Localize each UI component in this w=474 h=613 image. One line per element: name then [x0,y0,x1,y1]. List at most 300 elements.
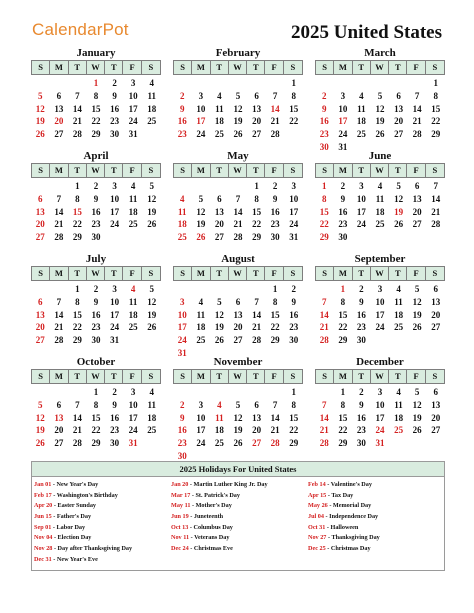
holiday-item: Jan 01 - New Year's Day [34,481,99,488]
day-cell: 28 [54,335,64,346]
weekday-header [315,60,445,75]
month-august [173,252,303,358]
month-february [173,46,303,148]
day-cell: 2 [112,387,117,397]
day-cell: 22 [431,116,441,127]
day-cell: 18 [375,206,385,217]
weekday-label: T [69,370,87,383]
day-cell: 29 [72,335,82,346]
day-cell: 31 [289,232,299,243]
holiday-date: Jan 01 [34,481,52,488]
weekday-header [173,163,303,178]
holiday-name: Halloween [330,523,359,531]
holiday-item: Apr 15 - Tax Day [308,491,354,499]
holiday-date: Jun 19 [171,513,189,521]
day-blank [50,386,69,399]
day-cell: 12 [214,309,224,320]
day-cell: 5 [38,399,43,410]
weekday-label: S [290,371,296,381]
day-cell: 12 [412,296,422,307]
day-cell: 10 [375,296,385,307]
day-cell: 28 [270,129,280,140]
day-cell: 27 [431,322,441,333]
weekday-label: M [334,370,352,383]
day-cell: 1 [291,78,296,88]
day-cell: 22 [72,219,82,230]
weekday-label: T [105,61,123,74]
day-grid [315,283,445,347]
day-cell: 16 [270,206,280,217]
day-cell: 2 [359,387,364,397]
holiday-item: Nov 04 - Election Day [34,534,92,542]
month-march [315,46,445,152]
day-cell: 20 [252,116,262,127]
day-cell: 20 [431,309,441,320]
day-cell: 31 [128,438,138,449]
day-cell: 23 [356,322,366,333]
day-cell: 17 [289,206,299,217]
weekday-label: S [432,371,438,381]
holiday-item: Nov 27 - Thanksgiving Day [308,534,380,542]
day-cell: 22 [91,425,101,436]
month-name: July [85,253,107,265]
day-cell: 15 [289,412,299,423]
weekday-label: S [316,61,334,74]
day-blank [210,283,229,296]
day-cell: 24 [196,129,206,140]
weekday-label: T [353,164,371,177]
day-cell: 10 [177,309,187,320]
weekday-label: T [211,61,229,74]
day-cell: 7 [235,193,241,204]
day-cell: 21 [319,425,329,436]
day-cell: 24 [110,322,120,333]
weekday-label: T [353,370,371,383]
month-name: April [83,150,109,162]
day-cell: 14 [319,412,329,423]
day-cell: 14 [54,206,64,217]
weekday-label: M [334,164,352,177]
day-cell: 1 [272,284,278,294]
day-cell: 6 [433,284,438,294]
day-cell: 8 [433,90,438,101]
weekday-header [173,60,303,75]
weekday-label: F [123,267,141,280]
holiday-item: Sep 01 - Labor Day [34,523,86,531]
day-cell: 16 [319,116,329,127]
weekday-label: T [211,267,229,280]
day-cell: 28 [233,232,243,243]
day-cell: 15 [91,412,101,423]
day-cell: 14 [54,309,64,320]
day-cell: 21 [72,116,82,127]
day-cell: 15 [252,206,262,217]
weekday-label: S [32,370,50,383]
weekday-header [315,266,445,281]
day-blank [266,386,285,399]
day-cell: 18 [128,309,138,320]
weekday-label: M [192,164,210,177]
day-blank [229,283,248,296]
day-cell: 5 [149,284,154,294]
day-cell: 13 [252,412,262,423]
holiday-name: Father's Day [56,513,92,521]
holiday-item: May 11 - Mother's Day [171,502,232,510]
day-blank [389,77,408,90]
day-cell: 22 [338,425,348,436]
day-cell: 16 [110,103,120,114]
day-cell: 3 [180,296,185,307]
day-cell: 26 [412,322,422,333]
day-cell: 29 [270,335,280,346]
weekday-label: W [371,164,389,177]
day-cell: 30 [91,232,101,243]
day-cell: 12 [394,193,404,204]
day-cell: 20 [54,425,64,436]
day-cell: 31 [110,335,120,346]
weekday-header [31,60,161,75]
day-cell: 10 [110,193,120,204]
day-cell: 19 [394,206,404,217]
day-cell: 29 [319,232,329,243]
day-cell: 30 [270,232,280,243]
holiday-name: New Year's Day [56,481,99,488]
day-cell: 23 [110,116,120,127]
month-january [31,46,161,148]
day-cell: 2 [112,78,117,88]
day-cell: 9 [180,103,185,114]
day-cell: 7 [272,90,278,101]
day-cell: 29 [431,129,441,140]
day-cell: 3 [377,387,383,397]
day-cell: 24 [110,219,120,230]
holiday-name: Easter Sunday [57,502,97,510]
day-cell: 23 [338,219,348,230]
day-blank [192,283,211,296]
day-cell: 12 [35,412,45,423]
day-cell: 21 [72,425,82,436]
holiday-name: Columbus Day [193,523,233,531]
day-cell: 6 [254,90,259,101]
day-grid [315,77,445,154]
weekday-label: T [247,267,265,280]
day-cell: 17 [110,206,120,217]
day-cell: 28 [72,129,82,140]
day-cell: 19 [147,309,157,320]
weekday-label: T [69,267,87,280]
day-cell: 28 [412,129,422,140]
day-blank [352,77,371,90]
weekday-label: S [32,164,50,177]
holiday-date: Jul 04 [308,513,324,521]
day-cell: 30 [356,335,366,346]
day-cell: 2 [180,399,185,410]
weekday-header [173,266,303,281]
weekday-label: F [123,164,141,177]
day-cell: 21 [233,219,243,230]
day-cell: 27 [431,425,441,436]
day-cell: 7 [75,399,80,410]
day-cell: 29 [72,232,82,243]
weekday-label: S [290,165,296,175]
holiday-date: Dec 24 [171,545,189,553]
day-blank [315,283,334,296]
day-cell: 4 [359,90,364,101]
day-cell: 26 [233,438,243,449]
day-blank [192,386,211,399]
holidays-panel [31,461,445,571]
month-name: September [354,253,406,265]
day-cell: 9 [340,193,346,204]
weekday-label: S [174,164,192,177]
day-cell: 25 [214,438,224,449]
weekday-label: W [87,370,105,383]
day-cell: 10 [128,90,138,101]
day-cell: 5 [414,284,420,294]
day-cell: 7 [322,399,327,410]
day-cell: 8 [340,296,346,307]
day-cell: 14 [431,193,441,204]
day-cell: 2 [291,284,296,294]
month-name: October [76,356,116,368]
day-cell: 7 [414,90,420,101]
weekday-label: S [432,165,438,175]
holiday-date: Mar 17 [171,491,191,499]
day-cell: 25 [128,322,138,333]
day-cell: 13 [214,206,224,217]
day-cell: 26 [35,438,45,449]
holiday-date: Nov 28 [34,545,53,553]
holiday-name: Valentine's Day [330,481,372,488]
day-cell: 21 [252,322,262,333]
day-blank [31,386,50,399]
day-cell: 6 [414,181,420,191]
day-cell: 6 [235,296,241,307]
day-cell: 31 [177,347,187,358]
day-cell: 14 [72,412,82,423]
month-april [31,149,161,251]
day-cell: 19 [214,322,224,333]
weekday-label: F [407,164,425,177]
weekday-label: S [316,370,334,383]
day-blank [334,77,353,90]
day-cell: 14 [252,309,262,320]
day-cell: 13 [54,103,64,114]
day-cell: 23 [91,219,101,230]
holiday-item: Feb 14 - Valentine's Day [308,481,372,488]
holiday-date: Oct 13 [171,523,189,531]
day-cell: 4 [198,296,204,307]
day-cell: 12 [35,103,45,114]
day-cell: 4 [180,193,185,204]
day-cell: 5 [235,399,241,410]
holiday-name: Christmas Eve [193,545,233,553]
day-cell: 28 [319,438,329,449]
month-name: August [221,253,255,265]
day-cell: 8 [93,90,99,101]
day-cell: 9 [359,399,364,410]
day-cell: 8 [340,399,346,410]
day-cell: 10 [196,103,206,114]
day-cell: 22 [289,116,299,127]
day-cell: 20 [233,322,243,333]
day-cell: 6 [396,90,401,101]
day-cell: 19 [147,206,157,217]
day-cell: 3 [198,90,204,101]
day-grid [31,386,161,450]
month-may [173,149,303,251]
holiday-name: Thanksgiving Day [331,534,380,542]
day-cell: 26 [375,129,385,140]
day-cell: 30 [289,335,299,346]
day-cell: 25 [196,335,206,346]
day-blank [229,180,248,193]
day-cell: 16 [91,309,101,320]
day-cell: 24 [375,322,385,333]
day-cell: 26 [412,425,422,436]
holiday-name: Labor Day [56,523,86,531]
day-cell: 8 [75,193,80,204]
day-blank [192,77,211,90]
day-cell: 24 [177,335,187,346]
weekday-label: T [105,164,123,177]
day-cell: 3 [377,284,383,294]
day-cell: 2 [340,181,346,191]
day-blank [31,77,50,90]
weekday-label: T [353,267,371,280]
day-blank [229,77,248,90]
day-cell: 29 [338,335,348,346]
day-blank [173,77,192,90]
day-cell: 8 [291,90,296,101]
day-cell: 23 [356,425,366,436]
day-cell: 14 [270,103,280,114]
day-cell: 26 [196,232,206,243]
day-cell: 15 [338,412,348,423]
day-cell: 6 [38,193,43,204]
day-cell: 3 [112,284,117,294]
weekday-label: T [211,370,229,383]
day-cell: 10 [196,412,206,423]
day-cell: 5 [396,181,401,191]
weekday-header [31,163,161,178]
day-cell: 25 [214,129,224,140]
day-cell: 11 [147,90,156,101]
weekday-label: S [148,268,154,278]
weekday-label: T [247,164,265,177]
day-cell: 25 [394,322,404,333]
day-cell: 12 [147,193,157,204]
weekday-label: M [50,61,68,74]
day-cell: 9 [93,296,99,307]
day-cell: 12 [233,103,243,114]
day-cell: 30 [177,450,187,461]
day-cell: 18 [196,322,206,333]
day-blank [408,77,427,90]
day-cell: 4 [396,387,401,397]
day-cell: 26 [214,335,224,346]
holiday-item: Apr 20 - Easter Sunday [34,502,97,510]
day-cell: 21 [319,322,329,333]
day-cell: 7 [272,399,278,410]
day-cell: 12 [196,206,206,217]
month-name: March [364,47,396,59]
day-cell: 9 [180,412,185,423]
day-cell: 3 [112,181,117,191]
weekday-label: S [174,61,192,74]
day-cell: 27 [54,438,64,449]
weekday-label: M [50,164,68,177]
day-blank [173,386,192,399]
day-cell: 20 [412,206,422,217]
day-cell: 26 [35,129,45,140]
month-name: May [227,150,249,162]
day-cell: 3 [359,181,364,191]
day-cell: 30 [356,438,366,449]
day-cell: 26 [394,219,404,230]
day-cell: 7 [254,296,259,307]
day-cell: 3 [291,181,296,191]
day-cell: 29 [338,438,348,449]
day-cell: 20 [54,116,64,127]
day-cell: 31 [338,141,348,152]
day-cell: 24 [128,425,138,436]
day-cell: 14 [233,206,243,217]
month-october [31,355,161,457]
day-blank [50,77,69,90]
holiday-date: May 11 [171,502,191,510]
weekday-label: T [247,370,265,383]
month-november [173,355,303,461]
day-cell: 24 [289,219,299,230]
day-cell: 11 [215,412,224,423]
day-cell: 4 [396,284,401,294]
day-cell: 18 [128,206,138,217]
day-cell: 18 [147,103,157,114]
day-cell: 11 [357,103,366,114]
day-cell: 5 [198,193,204,204]
day-grid [315,180,445,244]
day-cell: 6 [38,296,43,307]
day-cell: 11 [215,103,224,114]
holiday-item: Jan 20 - Martin Luther King Jr. Day [171,481,268,488]
day-cell: 30 [338,232,348,243]
day-cell: 16 [356,309,366,320]
holidays-list [32,477,444,570]
day-cell: 2 [93,284,99,294]
weekday-label: T [389,164,407,177]
day-cell: 12 [412,399,422,410]
day-blank [247,386,266,399]
day-cell: 30 [91,335,101,346]
day-cell: 17 [375,412,385,423]
weekday-label: T [247,61,265,74]
day-cell: 28 [319,335,329,346]
day-cell: 27 [233,335,243,346]
day-cell: 5 [235,90,241,101]
day-cell: 9 [112,399,117,410]
weekday-label: F [265,61,283,74]
day-cell: 30 [110,129,120,140]
day-cell: 13 [54,412,64,423]
weekday-label: W [371,61,389,74]
weekday-label: T [389,370,407,383]
day-cell: 25 [147,425,157,436]
day-cell: 3 [130,387,136,397]
day-cell: 30 [110,438,120,449]
day-cell: 18 [214,116,224,127]
day-cell: 15 [319,206,329,217]
